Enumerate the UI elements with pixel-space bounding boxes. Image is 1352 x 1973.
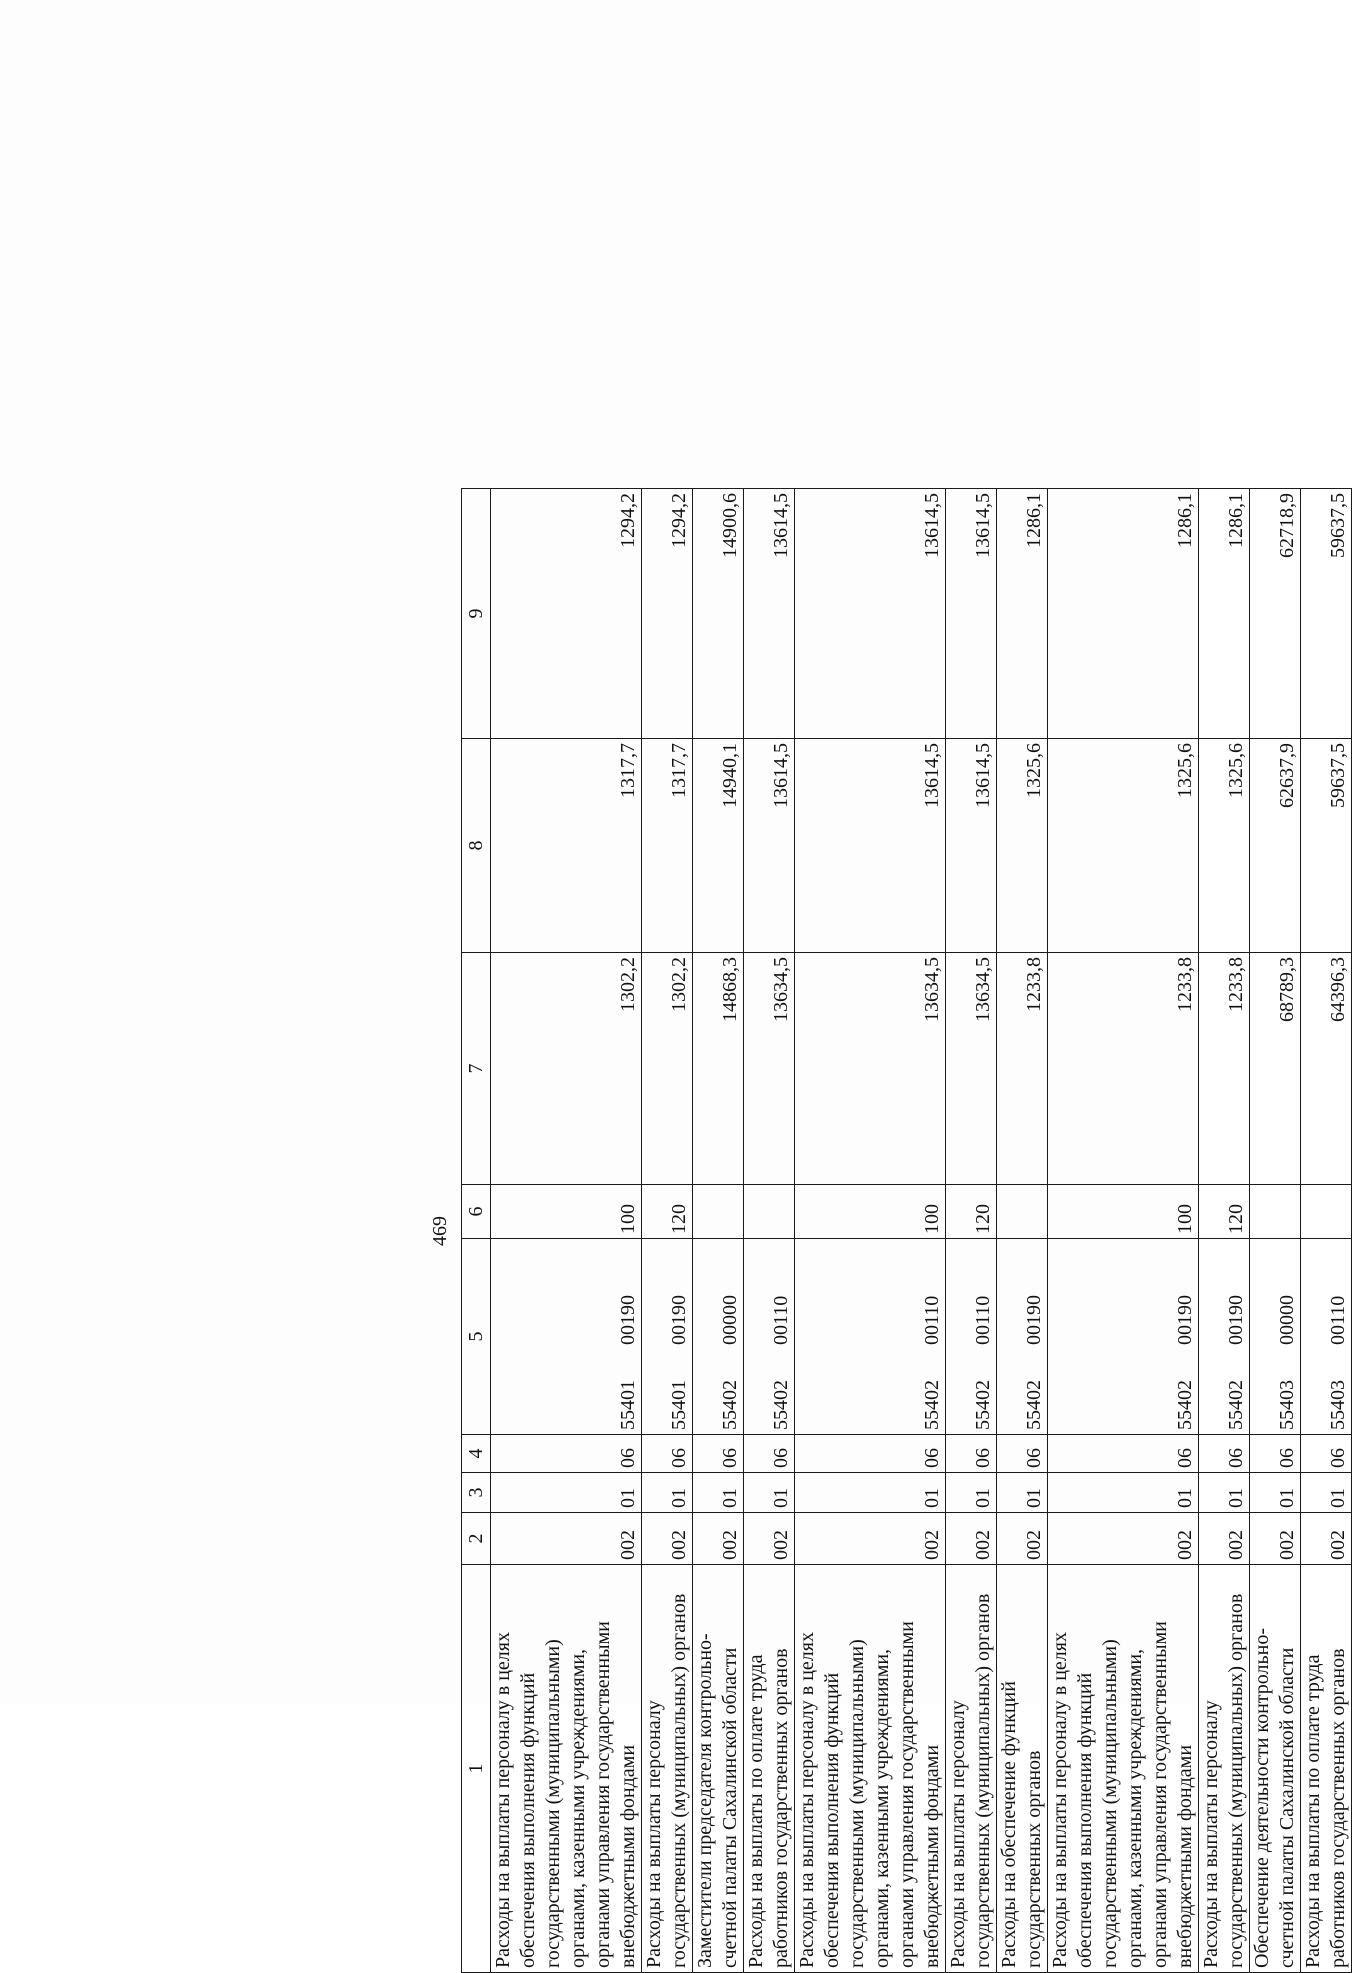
code-target — [946, 1239, 997, 1435]
code-target — [744, 1239, 795, 1435]
code-section: 01 — [744, 1473, 795, 1513]
row-name: Расходы на выплаты персоналу в целях обеспечения выполнения функций государственными (муниципальными) органами, казенными учреждениями, органами управления государственными внебюджетными фондами — [1048, 1565, 1199, 1973]
amount-col7: 64396,3 — [1301, 953, 1352, 1185]
code-target-program: 55401 — [617, 1380, 639, 1430]
code-section: 01 — [1250, 1473, 1301, 1513]
row-name: Расходы на выплаты по оплате труда работников государственных органов — [1301, 1565, 1352, 1973]
code-ministry: 002 — [997, 1513, 1048, 1565]
row-name: Расходы на выплаты персоналу государственных (муниципальных) органов — [946, 1565, 997, 1973]
code-target — [1301, 1239, 1352, 1435]
code-ministry: 002 — [1250, 1513, 1301, 1565]
code-target-program: 55403 — [1327, 1380, 1349, 1430]
code-target — [1199, 1239, 1250, 1435]
row-name: Расходы на обеспечение функций государственных органов — [997, 1565, 1048, 1973]
amount-col9: 1286,1 — [1048, 489, 1199, 739]
code-expense-type — [744, 1185, 795, 1239]
rotated-content — [421, 489, 1349, 1973]
table-row — [997, 489, 1048, 1973]
code-target — [642, 1239, 693, 1435]
code-target-program: 55402 — [719, 1380, 741, 1430]
header-cell: 6 — [462, 1185, 491, 1239]
amount-col8: 13614,5 — [946, 739, 997, 953]
amount-col9: 1294,2 — [642, 489, 693, 739]
code-expense-type: 120 — [642, 1185, 693, 1239]
code-ministry: 002 — [744, 1513, 795, 1565]
code-target-direction: 00190 — [1023, 1295, 1045, 1345]
code-target-direction: 00190 — [1174, 1295, 1196, 1345]
code-expense-type: 120 — [946, 1185, 997, 1239]
code-ministry: 002 — [491, 1513, 642, 1565]
amount-col8: 1317,7 — [491, 739, 642, 953]
row-name: Заместители председателя контрольно-счетной палаты Сахалинской области — [693, 1565, 744, 1973]
code-expense-type: 120 — [1199, 1185, 1250, 1239]
code-target-program: 55403 — [1276, 1380, 1298, 1430]
code-target — [693, 1239, 744, 1435]
header-cell: 7 — [462, 953, 491, 1185]
amount-col9: 1286,1 — [997, 489, 1048, 739]
code-subsection: 06 — [795, 1435, 946, 1473]
amount-col8: 13614,5 — [744, 739, 795, 953]
row-name: Обеспечение деятельности контрольно-счетной палаты Сахалинской области — [1250, 1565, 1301, 1973]
code-target — [491, 1239, 642, 1435]
code-target — [795, 1239, 946, 1435]
table-row — [1048, 489, 1199, 1973]
code-ministry: 002 — [1301, 1513, 1352, 1565]
code-target-program: 55402 — [921, 1380, 943, 1430]
code-target-direction: 00190 — [1225, 1295, 1247, 1345]
code-subsection: 06 — [1250, 1435, 1301, 1473]
code-target-program: 55401 — [668, 1380, 690, 1430]
table-row — [693, 489, 744, 1973]
table-row — [744, 489, 795, 1973]
table-row — [1250, 489, 1301, 1973]
amount-col8: 13614,5 — [795, 739, 946, 953]
code-expense-type — [997, 1185, 1048, 1239]
header-cell: 8 — [462, 739, 491, 953]
amount-col9: 13614,5 — [795, 489, 946, 739]
amount-col8: 1317,7 — [642, 739, 693, 953]
code-subsection: 06 — [642, 1435, 693, 1473]
amount-col9: 13614,5 — [744, 489, 795, 739]
amount-col9: 59637,5 — [1301, 489, 1352, 739]
amount-col8: 59637,5 — [1301, 739, 1352, 953]
code-ministry: 002 — [795, 1513, 946, 1565]
amount-col9: 14900,6 — [693, 489, 744, 739]
amount-col7: 14868,3 — [693, 953, 744, 1185]
amount-col7: 1302,2 — [642, 953, 693, 1185]
code-target-direction: 00110 — [1327, 1295, 1349, 1345]
row-name: Расходы на выплаты персоналу государственных (муниципальных) органов — [1199, 1565, 1250, 1973]
table-row — [1301, 489, 1352, 1973]
code-target-direction: 00190 — [668, 1295, 690, 1345]
table-row — [1199, 489, 1250, 1973]
amount-col9: 62718,9 — [1250, 489, 1301, 739]
code-subsection: 06 — [744, 1435, 795, 1473]
header-cell: 1 — [462, 1565, 491, 1973]
amount-col8: 1325,6 — [1199, 739, 1250, 953]
header-cell: 2 — [462, 1513, 491, 1565]
code-target-program: 55402 — [1023, 1380, 1045, 1430]
header-cell: 3 — [462, 1473, 491, 1513]
header-cell: 4 — [462, 1435, 491, 1473]
table-row — [491, 489, 642, 1973]
table-row — [795, 489, 946, 1973]
amount-col7: 68789,3 — [1250, 953, 1301, 1185]
code-subsection: 06 — [997, 1435, 1048, 1473]
amount-col9: 1286,1 — [1199, 489, 1250, 739]
amount-col9: 13614,5 — [946, 489, 997, 739]
row-name: Расходы на выплаты персоналу в целях обеспечения выполнения функций государственными (муниципальными) органами, казенными учреждениями, органами управления государственными внебюджетными фондами — [795, 1565, 946, 1973]
amount-col7: 13634,5 — [946, 953, 997, 1185]
code-ministry: 002 — [1199, 1513, 1250, 1565]
code-ministry: 002 — [642, 1513, 693, 1565]
amount-col8: 1325,6 — [1048, 739, 1199, 953]
code-subsection: 06 — [693, 1435, 744, 1473]
code-expense-type: 100 — [1048, 1185, 1199, 1239]
header-cell: 9 — [462, 489, 491, 739]
code-section: 01 — [795, 1473, 946, 1513]
amount-col7: 13634,5 — [744, 953, 795, 1185]
page-number: 469 — [429, 1216, 451, 1246]
code-subsection: 06 — [1199, 1435, 1250, 1473]
code-target-program: 55402 — [1174, 1380, 1196, 1430]
code-subsection: 06 — [946, 1435, 997, 1473]
code-expense-type: 100 — [795, 1185, 946, 1239]
code-section: 01 — [946, 1473, 997, 1513]
budget-table — [461, 488, 1352, 1973]
row-name: Расходы на выплаты персоналу государственных (муниципальных) органов — [642, 1565, 693, 1973]
code-target-program: 55402 — [1225, 1380, 1247, 1430]
code-target-direction: 00110 — [972, 1295, 994, 1345]
code-expense-type — [693, 1185, 744, 1239]
code-target-direction: 00110 — [770, 1295, 792, 1345]
code-section: 01 — [1301, 1473, 1352, 1513]
code-subsection: 06 — [1048, 1435, 1199, 1473]
table-row — [642, 489, 693, 1973]
amount-col8: 62637,9 — [1250, 739, 1301, 953]
code-target — [997, 1239, 1048, 1435]
code-expense-type: 100 — [491, 1185, 642, 1239]
amount-col7: 13634,5 — [795, 953, 946, 1185]
code-section: 01 — [1048, 1473, 1199, 1513]
row-name: Расходы на выплаты персоналу в целях обеспечения выполнения функций государственными (муниципальными) органами, казенными учреждениями, органами управления государственными внебюджетными фондами — [491, 1565, 642, 1973]
code-expense-type — [1250, 1185, 1301, 1239]
code-section: 01 — [1199, 1473, 1250, 1513]
code-target-direction: 00110 — [921, 1295, 943, 1345]
code-section: 01 — [997, 1473, 1048, 1513]
code-ministry: 002 — [1048, 1513, 1199, 1565]
code-target-program: 55402 — [972, 1380, 994, 1430]
code-section: 01 — [642, 1473, 693, 1513]
code-section: 01 — [491, 1473, 642, 1513]
header-cell: 5 — [462, 1239, 491, 1435]
code-subsection: 06 — [491, 1435, 642, 1473]
amount-col8: 1325,6 — [997, 739, 1048, 953]
amount-col9: 1294,2 — [491, 489, 642, 739]
amount-col7: 1233,8 — [1048, 953, 1199, 1185]
code-target-direction: 00190 — [617, 1295, 639, 1345]
amount-col7: 1233,8 — [997, 953, 1048, 1185]
amount-col7: 1302,2 — [491, 953, 642, 1185]
amount-col8: 14940,1 — [693, 739, 744, 953]
code-expense-type — [1301, 1185, 1352, 1239]
code-target — [1048, 1239, 1199, 1435]
code-subsection: 06 — [1301, 1435, 1352, 1473]
code-ministry: 002 — [693, 1513, 744, 1565]
row-name: Расходы на выплаты по оплате труда работников государственных органов — [744, 1565, 795, 1973]
code-section: 01 — [693, 1473, 744, 1513]
amount-col7: 1233,8 — [1199, 953, 1250, 1185]
table-row — [946, 489, 997, 1973]
code-target-direction: 00000 — [1276, 1295, 1298, 1345]
code-ministry: 002 — [946, 1513, 997, 1565]
code-target-program: 55402 — [770, 1380, 792, 1430]
code-target-direction: 00000 — [719, 1295, 741, 1345]
code-target — [1250, 1239, 1301, 1435]
header-row — [462, 489, 491, 1973]
